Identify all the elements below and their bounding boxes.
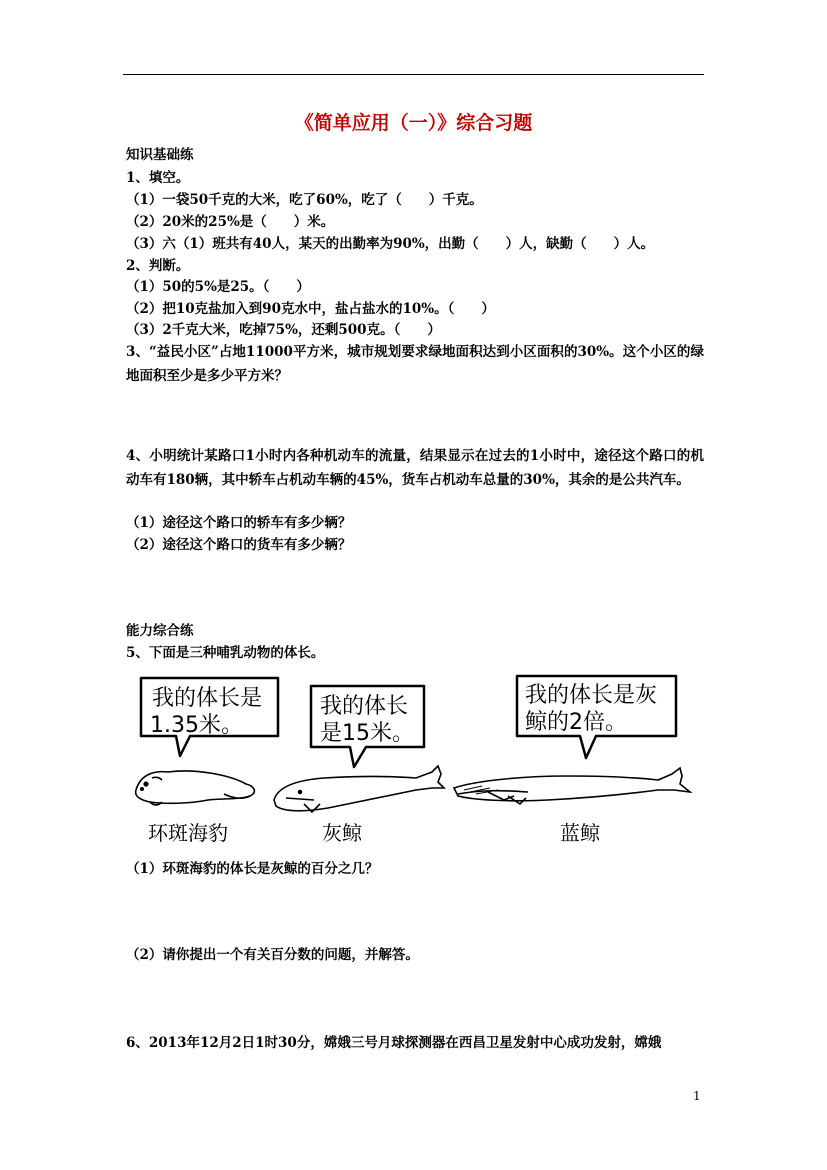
bubble-seal-line2: 1.35米。 (150, 713, 243, 738)
q6-text: 6、2013年12月2日1时30分，嫦娥三号月球探测器在西昌卫星发射中心成功发射，嫦娥 (126, 1035, 662, 1051)
bubble-seal-line1: 我的体长是 (152, 686, 263, 711)
mammals-figure (128, 672, 698, 852)
q1-item-3: （3）六（1）班共有40人，某天的出勤率为90%，出勤（ ）人，缺勤（ ）人。 (126, 236, 655, 252)
q2-item-3: （3）2千克大米，吃掉75%，还剩500克。（ ） (126, 322, 441, 338)
page-number: 1 (693, 1089, 701, 1103)
q2-item-2: （2）把10克盐加入到90克水中，盐占盐水的10%。（ ） (126, 301, 495, 317)
bubble-grey-whale-line2: 是15米。 (320, 721, 414, 746)
q3-text: 3、“益民小区”占地11000平方米，城市规划要求绿地面积达到小区面积的30%。这个小区的绿地面积至少是多少平方米？ (126, 344, 704, 384)
q5-item-2: （2）请你提出一个有关百分数的问题，并解答。 (126, 947, 419, 963)
q2-heading: 2、判断。 (126, 258, 190, 274)
blue-whale-illustration (454, 768, 690, 804)
speech-bubble-grey-whale (311, 686, 424, 767)
section-heading-basic: 知识基础练 (126, 147, 194, 163)
grey-whale-illustration (274, 766, 444, 812)
speech-bubble-seal (141, 678, 278, 756)
q5-item-1: （1）环斑海豹的体长是灰鲸的百分之几？ (126, 861, 379, 877)
ringed-seal-illustration (136, 771, 255, 805)
page-title: 《简单应用（一）》综合习题 (294, 112, 533, 134)
q2-item-1: （1）50的5%是25。（ ） (126, 279, 310, 295)
q4-text: 4、小明统计某路口1小时内各种机动车的流量，结果显示在过去的1小时中，途径这个路口的机动车有180辆，其中轿车占机动车辆的45%，货车占机动车总量的30%，其余的是公共汽车。 (126, 448, 704, 488)
bubble-grey-whale-line1: 我的体长 (320, 694, 409, 719)
section-heading-ability: 能力综合练 (126, 623, 194, 639)
bubble-blue-whale-line2: 鲸的2倍。 (525, 710, 627, 735)
q5-heading: 5、下面是三种哺乳动物的体长。 (126, 645, 325, 661)
header-rule (123, 74, 704, 75)
q1-item-1: （1）一袋50千克的大米，吃了60%，吃了（ ）千克。 (126, 192, 483, 208)
q4-item-1: （1）途径这个路口的轿车有多少辆？ (126, 515, 352, 531)
label-ringed-seal: 环斑海豹 (148, 821, 228, 845)
label-blue-whale: 蓝鲸 (560, 821, 600, 845)
q4-item-2: （2）途径这个路口的货车有多少辆？ (126, 537, 352, 553)
q1-item-2: （2）20米的25%是（ ）米。 (126, 214, 335, 230)
q1-heading: 1、填空。 (126, 170, 190, 186)
label-grey-whale: 灰鲸 (322, 821, 362, 845)
speech-bubble-blue-whale (517, 676, 676, 758)
bubble-blue-whale-line1: 我的体长是灰 (525, 683, 658, 708)
